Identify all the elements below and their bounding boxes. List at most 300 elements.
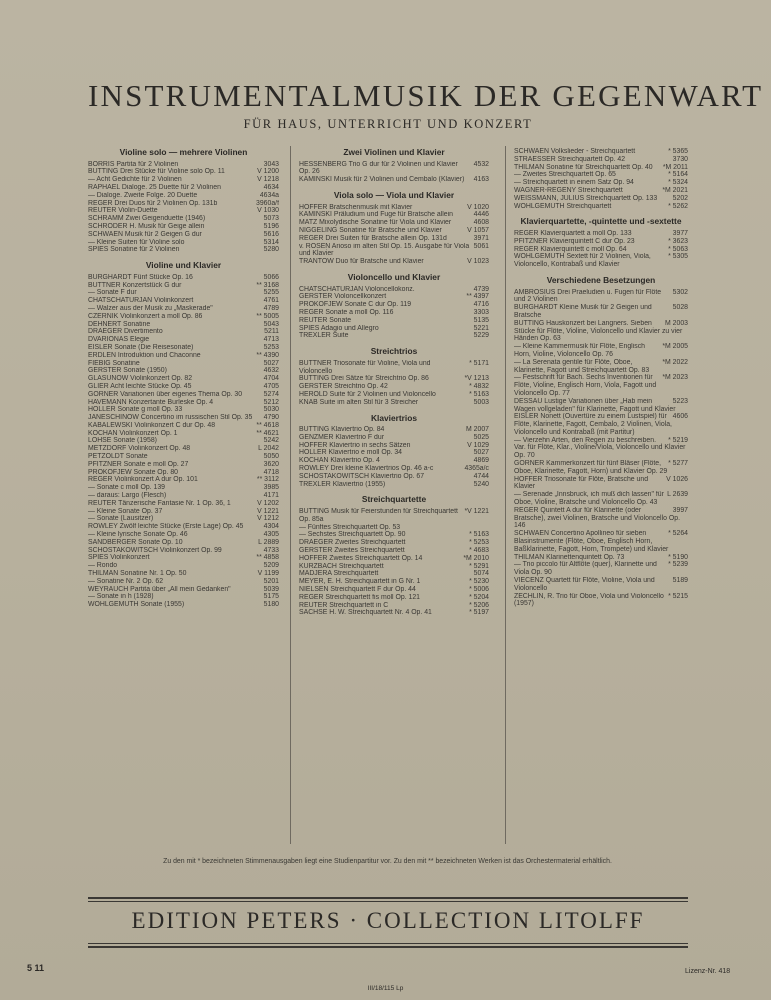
catalog-entry — [88, 246, 279, 254]
catalog-entry — [88, 399, 279, 407]
catalog-number: * 5215 — [668, 592, 688, 600]
catalog-entry — [299, 235, 489, 243]
column-divider — [290, 146, 291, 844]
work-title: WOHLGEMUTH Sonate (1955) — [88, 601, 185, 609]
work-title: PROKOFJEW Sonate Op. 80 — [88, 468, 178, 476]
catalog-number: ** 3168 — [256, 281, 279, 289]
catalog-entry — [88, 391, 279, 399]
work-title: SCHWAEN Volkslieder - Streichquartett — [514, 148, 636, 155]
catalog-entry — [88, 176, 279, 184]
catalog-entry — [88, 223, 279, 231]
catalog-entry — [88, 562, 279, 570]
catalog-number: *M 2010 — [463, 554, 489, 562]
catalog-entry — [88, 313, 279, 321]
catalog-number: * 5253 — [469, 539, 489, 547]
catalog-number: 3997 — [672, 506, 688, 514]
catalog-number: V 1199 — [257, 570, 279, 578]
catalog-entry — [88, 168, 279, 176]
work-title: TREXLER Klaviertrio (1955) — [299, 480, 386, 488]
catalog-entry — [88, 375, 279, 383]
work-title: LOHSE Sonate (1958) — [88, 437, 157, 445]
catalog-number: 4608 — [473, 219, 489, 227]
catalog-number: 5003 — [473, 398, 489, 406]
catalog-entry — [88, 328, 279, 336]
catalog-entry — [514, 413, 688, 436]
work-title: DESSAU Lustige Variationen über „Hab mein Wagen vollgeladen" für Klarinette, Fagott und Klavier — [514, 397, 676, 413]
work-title: VIECENZ Quartett für Flöte, Violine, Viola und Violoncello — [514, 577, 655, 592]
work-title: NIELSEN Streichquartett F dur Op. 44 — [299, 586, 416, 594]
catalog-number: 3043 — [263, 160, 279, 168]
catalog-entry — [514, 577, 688, 593]
catalog-number: *M 2021 — [662, 186, 688, 194]
work-title: HAVEMANN Konzertante Burleske Op. 4 — [88, 398, 214, 406]
catalog-number: 4446 — [473, 211, 489, 219]
catalog-number: * 5230 — [469, 578, 489, 586]
catalog-number: 4790 — [263, 414, 279, 422]
page-subtitle: FÜR HAUS, UNTERRICHT UND KONZERT — [243, 117, 533, 131]
catalog-number: 4171 — [263, 492, 279, 500]
work-title: SANDBERGER Sonate Op. 10 — [88, 538, 183, 546]
catalog-number: 5043 — [263, 320, 279, 328]
catalog-number: * 5197 — [469, 609, 489, 617]
catalog-entry — [514, 374, 688, 397]
catalog-entry — [299, 383, 489, 391]
print-code: III/18/115 Lp — [367, 985, 404, 992]
catalog-number: 5223 — [672, 397, 688, 405]
section-heading: Zwei Violinen und Klavier — [343, 147, 445, 157]
catalog-number: ** 4397 — [466, 293, 489, 301]
catalog-number: * 4683 — [469, 547, 489, 555]
work-title: TRANTOW Duo für Bratsche und Klavier — [299, 258, 424, 266]
catalog-number: V 1057 — [467, 226, 489, 234]
catalog-entry — [88, 445, 279, 453]
catalog-entry — [299, 360, 489, 376]
catalog-entry — [299, 539, 489, 547]
catalog-number: * 5206 — [469, 601, 489, 609]
work-title: — Vierzehn Arten, den Regen zu beschreiben. Var. für Flöte, Klar., Violine/Viola, Violoncello und Klavier Op. 70 — [514, 436, 686, 460]
catalog-entry — [299, 434, 489, 442]
catalog-number: * 3623 — [668, 237, 688, 245]
work-title: MADJERA Streichquartett — [299, 570, 379, 578]
catalog-entry — [88, 570, 279, 578]
work-title: ROWLEY Drei kleine Klaviertrios Op. 46 a-c — [299, 465, 434, 473]
catalog-entry — [88, 367, 279, 375]
catalog-entry — [299, 594, 489, 602]
work-title: KOCHAN Violinkonzert Op. 1 — [88, 429, 178, 437]
catalog-entry — [299, 457, 489, 465]
catalog-number: ** 3112 — [256, 476, 279, 484]
work-title: EISLER Sonate (Die Reisesonate) — [88, 343, 194, 351]
catalog-entry — [88, 593, 279, 601]
catalog-entry — [88, 461, 279, 469]
catalog-entry — [514, 507, 688, 530]
catalog-number: ** 4621 — [256, 429, 279, 437]
section-heading: Viola solo — Viola und Klavier — [333, 189, 455, 200]
catalog-entry — [299, 563, 489, 571]
work-title: MATZ Mixolydische Sonatine für Viola und Klavier — [299, 219, 452, 227]
catalog-number: M 2003 — [665, 319, 688, 327]
catalog-number: 4869 — [473, 457, 489, 465]
catalog-entry — [88, 274, 279, 282]
catalog-entry — [88, 515, 279, 523]
work-title: KAMINSKI Musik für 2 Violinen und Cembalo (Klavier) — [299, 176, 465, 184]
catalog-entry — [299, 258, 489, 266]
work-title: — Zweites Streichquartett Op. 65 — [514, 171, 616, 179]
catalog-number: 5212 — [263, 398, 279, 406]
work-title: DVARIONAS Elegie — [88, 336, 150, 344]
catalog-number: 4163 — [473, 176, 489, 184]
catalog-number: 5027 — [473, 449, 489, 457]
catalog-number: 4305 — [263, 531, 279, 539]
catalog-number: 5180 — [263, 601, 279, 609]
catalog-entry — [299, 481, 489, 489]
work-title: SCHWAEN Musik für 2 Geigen G dur — [88, 230, 202, 238]
catalog-entry — [299, 243, 489, 259]
catalog-entry — [88, 344, 279, 352]
catalog-number: * 5324 — [668, 179, 688, 187]
catalog-number: * 5277 — [668, 460, 688, 468]
work-title: THILMAN Sonatine Nr. 1 Op. 50 — [88, 570, 187, 578]
catalog-entry — [88, 305, 279, 313]
catalog-entry — [88, 492, 279, 500]
catalog-number: 4713 — [263, 336, 279, 344]
catalog-number: 5050 — [263, 453, 279, 461]
catalog-number: *M 2011 — [662, 163, 688, 171]
work-title: CZERNIK Violinkonzert a moll Op. 86 — [88, 312, 203, 320]
catalog-entry — [88, 508, 279, 516]
catalog-number: * 4832 — [469, 383, 489, 391]
work-title: REGER Drei Suiten für Bratsche allein Op. 131d — [299, 234, 447, 242]
catalog-entry — [514, 554, 688, 562]
catalog-entry — [88, 184, 279, 192]
work-title: — Dialoge. Zweite Folge. 20 Duette — [88, 191, 198, 199]
work-title: SCHWAEN Concertino Apollineo für sieben Blasinstrumente (Flöte, Oboe, Englisch Horn, Baßklarinette, Fagott, Horn, Trompete) und Klavier — [514, 530, 669, 553]
catalog-entry — [88, 539, 279, 547]
work-title: BÜTTNER Triosonate für Violine, Viola und Violoncello — [299, 359, 431, 375]
work-title: HEROLD Suite für 2 Violinen und Violoncello — [299, 390, 436, 398]
catalog-entry — [299, 524, 489, 532]
work-title: HÖFFER Zweites Streichquartett Op. 14 — [299, 554, 423, 562]
work-title: STRAESSER Streichquartett Op. 42 — [514, 155, 626, 163]
catalog-number: 3620 — [263, 460, 279, 468]
work-title: GLIER Acht leichte Stücke Op. 45 — [88, 382, 192, 390]
catalog-number: M 2007 — [466, 426, 489, 434]
catalog-entry — [88, 578, 279, 586]
catalog-entry — [514, 437, 688, 460]
section-heading: Violine und Klavier — [145, 260, 222, 271]
license-number: Lizenz-Nr. 418 — [685, 968, 731, 975]
work-title: SACHSE H. W. Streichquartett Nr. 4 Op. 41 — [299, 609, 432, 617]
catalog-entry — [299, 570, 489, 578]
catalog-entry — [88, 289, 279, 297]
catalog-entry — [514, 476, 688, 492]
catalog-entry — [88, 500, 279, 508]
work-title: PFITZNER Klavierquintett C dur Op. 23 — [514, 237, 635, 245]
catalog-entry — [299, 161, 489, 177]
catalog-entry — [514, 195, 688, 203]
catalog-number: 5073 — [263, 215, 279, 223]
catalog-entry — [514, 359, 688, 375]
work-title: PETZOLDT Sonate — [88, 453, 148, 461]
catalog-number: 3971 — [473, 234, 489, 242]
work-title: BUTTING Hauskonzert bei Langners. Sieben Stücke für Flöte, Violine, Violoncello und Klavier zu vier Händen Op. 63 — [514, 319, 683, 343]
work-title: BORRIS Partita für 2 Violinen — [88, 160, 179, 168]
catalog-number: 5201 — [263, 577, 279, 585]
catalog-entry — [299, 547, 489, 555]
catalog-entry — [88, 282, 279, 290]
catalog-entry — [88, 430, 279, 438]
catalog-number: 5061 — [473, 242, 489, 250]
work-title: REUTER Streichquartett in C — [299, 601, 389, 609]
work-title: — La Serenata gentile für Flöte, Oboe, Klarinette, Fagott und Streichquartett Op. 83 — [514, 358, 650, 374]
work-title: HÖFFER Bratschenmusik mit Klavier — [299, 203, 413, 211]
catalog-entry — [514, 238, 688, 246]
catalog-entry — [514, 230, 688, 238]
catalog-number: V 1030 — [257, 207, 279, 215]
catalog-entry — [299, 286, 489, 294]
catalog-entry — [514, 171, 688, 179]
work-title: GÖRNER Variationen über eigenes Thema Op. 30 — [88, 390, 243, 398]
work-title: REGER Klavierquintett c moll Op. 64 — [514, 245, 627, 253]
work-title: BUTTING Drei Sätze für Streichtrio Op. 86 — [299, 375, 429, 383]
catalog-entry — [88, 547, 279, 555]
work-title: HÖFFER Klaviertrio in sechs Sätzen — [299, 441, 411, 449]
catalog-entry — [299, 602, 489, 610]
catalog-number: 5028 — [672, 304, 688, 312]
catalog-number: 5616 — [263, 230, 279, 238]
catalog-number: *V 1221 — [464, 508, 489, 516]
catalog-number: 4606 — [672, 413, 688, 421]
catalog-entry — [299, 399, 489, 407]
work-title: ROWLEY Zwölf leichte Stücke (Erste Lage) Op. 45 — [88, 523, 244, 531]
catalog-number: ** 5005 — [256, 312, 279, 320]
catalog-number: * 5163 — [469, 531, 489, 539]
catalog-number: 5175 — [263, 593, 279, 601]
work-title: PFITZNER Sonate e moll Op. 27 — [88, 460, 189, 468]
work-title: — Walzer aus der Musik zu „Maskerade" — [88, 304, 213, 312]
work-title: METZDORF Violinkonzert Op. 48 — [88, 445, 191, 453]
catalog-entry — [514, 156, 688, 164]
catalog-entry — [88, 360, 279, 368]
catalog-entry — [299, 204, 489, 212]
rule-line — [88, 897, 688, 899]
catalog-number: 4634 — [263, 183, 279, 191]
work-title: HÖLLER Sonate g moll Op. 33 — [88, 406, 183, 414]
catalog-entry — [514, 179, 688, 187]
work-title: — Sonatine Nr. 2 Op. 62 — [88, 577, 164, 585]
catalog-entry — [514, 460, 688, 476]
catalog-entry — [299, 309, 489, 317]
work-title: EISLER Nonett (Ouvertüre zu einem Lustspiel) für Flöte, Klarinette, Fagott, Cembalo, 2 Violinen, Viola, Violoncello und Kontrabaß (mit Partitur) — [514, 413, 672, 436]
catalog-entry — [299, 578, 489, 586]
footnote: Zu den mit * bezeichneten Stimmenausgaben liegt eine Studienpartitur vor. Zu den mit ** bezeichneten Werken ist das Orchestermaterial erhältlich. — [163, 858, 612, 865]
catalog-number: 5025 — [473, 433, 489, 441]
catalog-entry — [514, 187, 688, 195]
catalog-number: 4365a/c — [464, 465, 489, 473]
work-title: KOCHAN Klaviertrio Op. 4 — [299, 457, 380, 465]
catalog-entry — [514, 164, 688, 172]
catalog-number: 5202 — [672, 194, 688, 202]
rule-line — [88, 943, 688, 944]
work-title: RAPHAEL Dialoge. 25 Duette für 2 Violinen — [88, 183, 221, 191]
catalog-number: 5229 — [473, 332, 489, 340]
catalog-entry — [88, 469, 279, 477]
catalog-number: * 5365 — [668, 148, 688, 155]
catalog-number: * 5264 — [668, 530, 688, 538]
catalog-number: ** 4618 — [256, 421, 279, 429]
catalog-entry — [299, 176, 489, 184]
work-title: SCHOSTAKOWITSCH Violinkonzert Op. 99 — [88, 546, 222, 554]
catalog-entry — [514, 561, 688, 577]
catalog-number: * 5239 — [668, 561, 688, 569]
catalog-number: * 5204 — [469, 593, 489, 601]
work-title: THILMAN Klarinettenquintett Op. 73 — [514, 553, 625, 561]
catalog-number: 4705 — [263, 382, 279, 390]
catalog-entry — [299, 586, 489, 594]
catalog-number: * 5163 — [469, 390, 489, 398]
rule-line — [88, 946, 688, 948]
work-title: WAGNER-RÉGENY Streichquartett — [514, 186, 623, 194]
catalog-number: V 1202 — [257, 499, 279, 507]
catalog-number: L 2042 — [258, 445, 279, 453]
work-title: — Sechstes Streichquartett Op. 90 — [299, 531, 406, 539]
catalog-number: * 5164 — [668, 171, 688, 179]
catalog-number: *M 2023 — [662, 374, 688, 382]
catalog-number: * 5006 — [469, 586, 489, 594]
work-title: — Sonate (Lausitzer) — [88, 515, 154, 523]
catalog-number: * 5171 — [469, 359, 489, 367]
catalog-entry — [88, 523, 279, 531]
work-title: DRAEGER Zweites Streichquartett — [299, 539, 406, 547]
work-title: — Festschrift für Bach. Sechs Inventionen für Flöte, Violine, Englisch Horn, Viola, Fagott und Violoncello Op. 77 — [514, 374, 657, 397]
catalog-entry — [299, 325, 489, 333]
catalog-entry — [514, 246, 688, 254]
catalog-entry — [88, 586, 279, 594]
catalog-entry — [88, 422, 279, 430]
catalog-entry — [299, 442, 489, 450]
catalog-number: ** 4390 — [256, 351, 279, 359]
catalog-entry — [299, 301, 489, 309]
catalog-number: 3303 — [473, 308, 489, 316]
work-title: REUTER Violin-Duette — [88, 207, 158, 215]
work-title: — Rondo — [88, 562, 118, 570]
catalog-number: 4733 — [263, 546, 279, 554]
catalog-number: 5255 — [263, 289, 279, 297]
catalog-number: 4304 — [263, 523, 279, 531]
catalog-number: V 1200 — [257, 168, 279, 176]
catalog-entry — [88, 437, 279, 445]
catalog-number: V 1029 — [467, 441, 489, 449]
catalog-number: 5209 — [263, 562, 279, 570]
work-title: DRAEGER Divertimento — [88, 328, 163, 336]
catalog-number: V 1026 — [666, 475, 688, 483]
catalog-number: 3960a/f — [256, 199, 279, 207]
work-title: FIEBIG Sonatine — [88, 359, 140, 367]
work-title: REUTER Tänzerische Fantasie Nr. 1 Op. 36, 1 — [88, 499, 231, 507]
section-heading: Streichtrios — [370, 346, 418, 357]
catalog-entry — [88, 200, 279, 208]
work-title: AMBROSIUS Drei Praeludien u. Fugen für Flöte und 2 Violinen — [514, 288, 662, 304]
publisher-banner: EDITION PETERS · COLLECTION LITOLFF — [131, 908, 645, 933]
catalog-number: 5240 — [473, 480, 489, 488]
work-title: GÖRNER Kammerkonzert für fünf Bläser (Flöte, Oboe, Klarinette, Fagott, Horn) und Klavier Op. 29 — [514, 460, 668, 475]
column-divider — [505, 146, 506, 844]
catalog-number: 5314 — [263, 238, 279, 246]
work-title: KURZBACH Streichquartett — [299, 562, 384, 570]
work-title: WOHLGEMUTH Sextett für 2 Violinen, Viola, Violoncello, Kontrabaß und Klavier — [514, 253, 651, 269]
catalog-number: 5030 — [263, 406, 279, 414]
work-title: GERSTER Streichtrio Op. 42 — [299, 383, 388, 391]
section-heading: Violine solo — mehrere Violinen — [119, 147, 248, 157]
work-title: TREXLER Suite — [299, 332, 349, 340]
catalog-number: 5074 — [473, 570, 489, 578]
catalog-number: *M 2005 — [662, 343, 688, 351]
catalog-number: 4532 — [473, 160, 489, 168]
work-title: REGER Drei Duos für 2 Violinen Op. 131b — [88, 199, 218, 207]
catalog-entry — [299, 508, 489, 524]
catalog-entry — [514, 320, 688, 343]
work-title: — Fünftes Streichquartett Op. 53 — [299, 523, 401, 531]
catalog-entry — [88, 231, 279, 239]
work-title: SCHRÖDER H. Musik für Geige allein — [88, 222, 205, 230]
catalog-entry — [88, 476, 279, 484]
catalog-column-3 — [514, 142, 688, 844]
work-title: BUTTING Klaviertrio Op. 84 — [299, 426, 385, 434]
catalog-number: * 5219 — [668, 436, 688, 444]
work-title: SPIES Sonatine für 2 Violinen — [88, 246, 180, 254]
work-title: GERSTER Zweites Streichquartett — [299, 547, 405, 555]
catalog-number: 5274 — [263, 390, 279, 398]
work-title: — Serenade „Innsbruck, ich muß dich lassen" für Oboe, Violine, Bratsche und Violoncello Op. 43 — [514, 491, 664, 507]
work-title: — Kleine lyrische Sonate Op. 46 — [88, 531, 188, 539]
section-heading: Klavierquartette, -quintette und -sextette — [520, 216, 682, 227]
catalog-number: 5280 — [263, 246, 279, 254]
catalog-number: 5189 — [672, 577, 688, 585]
catalog-number: 5302 — [672, 288, 688, 296]
catalog-entry — [299, 317, 489, 325]
work-title: JANESCHINOW Concertino im russischen Stil Op. 35 — [88, 414, 253, 422]
catalog-number: 5196 — [263, 222, 279, 230]
catalog-number: 5253 — [263, 343, 279, 351]
work-title: — Acht Gedichte für 2 Violinen — [88, 176, 182, 184]
work-title: GLASUNOW Violinkonzert Op. 82 — [88, 375, 193, 383]
work-title: SCHOSTAKOWITSCH Klaviertrio Op. 67 — [299, 472, 425, 480]
work-title: REGER Violinkonzert A dur Op. 101 — [88, 476, 198, 484]
catalog-entry — [299, 449, 489, 457]
work-title: CHATSCHATURJAN Violoncellokonz. — [299, 285, 415, 293]
catalog-number: L 2639 — [667, 491, 688, 499]
section-heading: Violoncello und Klavier — [347, 271, 441, 282]
catalog-number: L 2889 — [258, 538, 279, 546]
catalog-number: V 1218 — [257, 176, 279, 184]
catalog-number: 4761 — [263, 297, 279, 305]
catalog-entry — [514, 148, 688, 156]
work-title: PROKOFJEW Sonate C dur Op. 119 — [299, 301, 412, 309]
work-title: — Kleine Sonate Op. 37 — [88, 507, 163, 515]
section-heading: Klaviertrios — [370, 412, 418, 423]
catalog-number: 4718 — [263, 468, 279, 476]
work-title: — Streichquartett in einem Satz Op. 94 — [514, 179, 634, 187]
catalog-entry — [299, 293, 489, 301]
catalog-entry — [299, 227, 489, 235]
catalog-number: 5221 — [473, 324, 489, 332]
catalog-number: 4739 — [473, 285, 489, 293]
catalog-entry — [88, 383, 279, 391]
catalog-entry — [88, 321, 279, 329]
catalog-entry — [299, 473, 489, 481]
catalog-number: V 1212 — [257, 515, 279, 523]
catalog-entry — [88, 484, 279, 492]
